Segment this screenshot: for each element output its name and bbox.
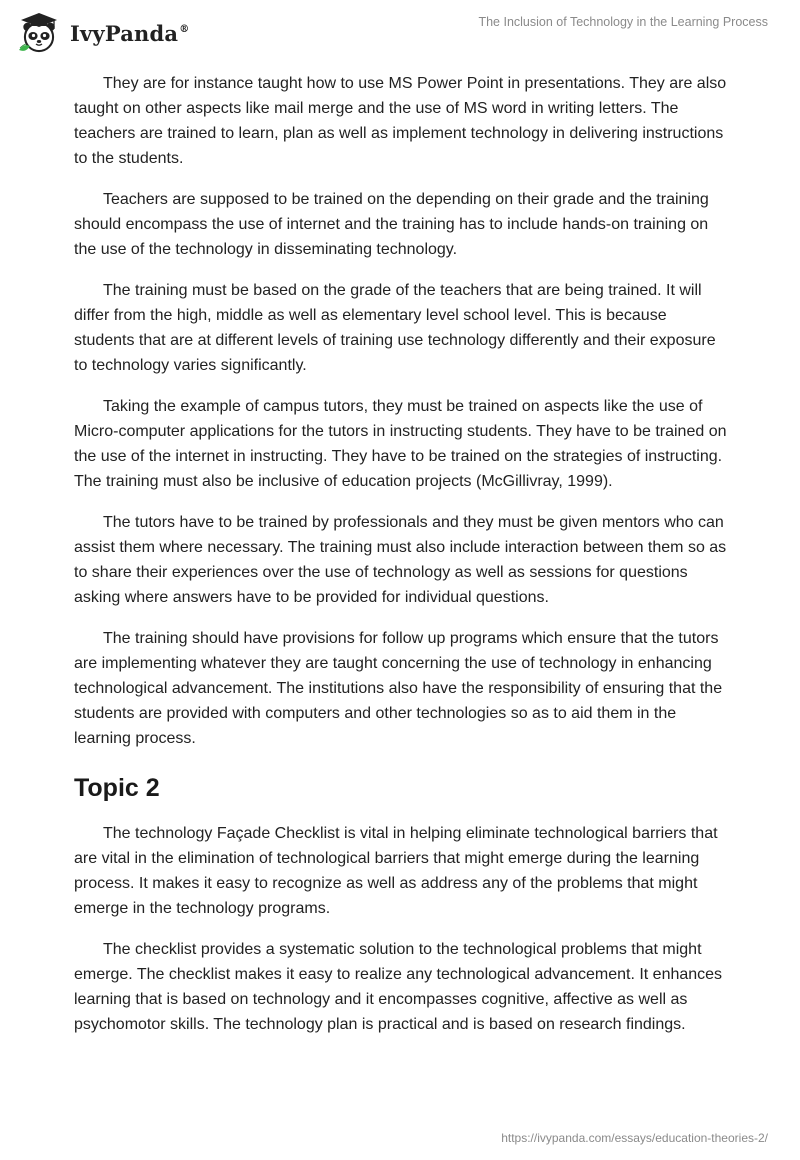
paragraph: The training must be based on the grade of the teachers that are being trained. It will differ from the high, middle as well as elementary level school level. This is because students that are at different levels of training use technology differently and their exposure to technology varies significantly. xyxy=(74,282,716,374)
panda-graduate-icon xyxy=(16,10,62,56)
paragraph: The training should have provisions for follow up programs which ensure that the tutors are implementing whatever they are taught concerning the use of technology in enhancing technological advancement. The institutions also have the responsibility of ensuring that the students are provided with computers and other technologies so as to aid them in the learning process. xyxy=(74,630,723,747)
source-url[interactable]: https://ivypanda.com/essays/education-theories-2/ xyxy=(501,1131,768,1145)
paragraph: They are for instance taught how to use MS Power Point in presentations. They are also taught on other aspects like mail merge and the use of MS word in writing letters. The teachers are trained to learn, plan as well as implement technology in delivering instructions to the students. xyxy=(74,75,727,167)
page-header xyxy=(0,0,800,64)
paragraph: Taking the example of campus tutors, they must be trained on aspects like the use of Micro-computer applications for the tutors in instructing students. They have to be trained on the use of the internet in instructing. They have to be trained on the strategies of instructing. The training must also be inclusive of education projects (McGillivray, 1999). xyxy=(74,398,727,490)
brand-name: IvyPanda® xyxy=(70,20,190,46)
paragraph: The technology Façade Checklist is vital in helping eliminate technological barriers that are vital in the elimination of technological barriers that might emerge during the learning process. It makes it easy to recognize as well as address any of the problems that might emerge in the technology programs. xyxy=(74,825,718,917)
essay-body xyxy=(74,71,730,1053)
section-heading: Topic 2 xyxy=(74,774,160,802)
document-title: The Inclusion of Technology in the Learning Process xyxy=(478,15,768,29)
paragraph: The tutors have to be trained by professionals and they must be given mentors who can assist them where necessary. The training must also include interaction between them so as to share their experiences over the use of technology as well as sessions for questions asking where answers have to be provided for individual questions. xyxy=(74,514,727,606)
ivypanda-logo[interactable] xyxy=(16,10,189,56)
registered-mark: ® xyxy=(179,23,190,35)
paragraph: Teachers are supposed to be trained on the depending on their grade and the training should encompass the use of internet and the training has to include hands-on training on the use of the technology in disseminating technology. xyxy=(74,191,709,258)
paragraph: The checklist provides a systematic solution to the technological problems that might emerge. The checklist makes it easy to realize any technological advancement. It enhances learning that is based on technology and it encompasses cognitive, affective as well as psychomotor skills. The technology plan is practical and is based on research findings. xyxy=(74,941,723,1033)
